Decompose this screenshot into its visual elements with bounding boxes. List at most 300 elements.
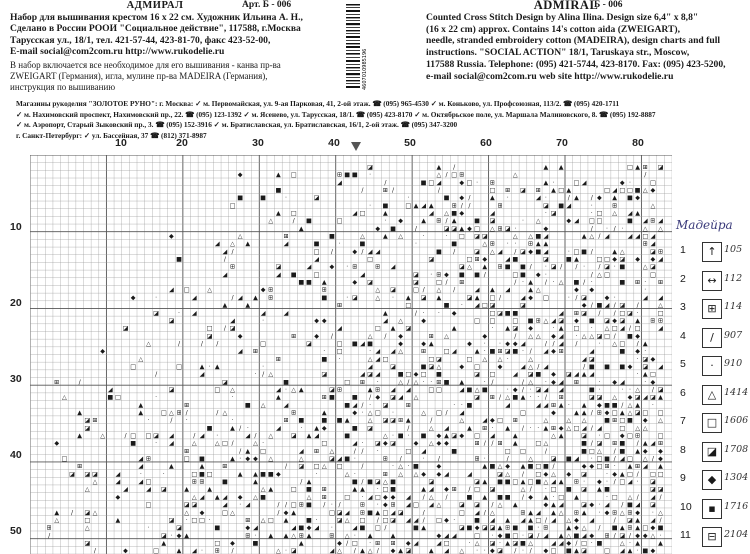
svg-text:◪: ◪ [550, 210, 557, 217]
svg-text:/: / [155, 371, 158, 379]
svg-text:·: · [552, 493, 555, 501]
svg-text:□: □ [466, 179, 473, 187]
svg-text:/: / [575, 539, 578, 547]
svg-text:▲: ▲ [291, 509, 297, 517]
svg-text:◢: ◢ [405, 386, 411, 394]
svg-text:·: · [369, 401, 372, 409]
svg-text:◢: ◢ [367, 248, 373, 256]
svg-text:▲: ▲ [558, 532, 564, 540]
svg-text:□: □ [649, 371, 656, 379]
svg-text:△: △ [558, 509, 564, 517]
svg-text:◢: ◢ [543, 248, 549, 256]
svg-text:·: · [178, 309, 181, 317]
svg-text:·: · [445, 233, 448, 241]
svg-text:▲: ▲ [574, 493, 579, 501]
svg-text:◢: ◢ [574, 371, 579, 379]
svg-text:◆: ◆ [619, 179, 625, 187]
svg-text:◆: ◆ [574, 286, 579, 294]
svg-text:·: · [422, 455, 425, 463]
svg-text:◢: ◢ [352, 401, 358, 409]
svg-text:/: / [437, 455, 440, 463]
svg-text:◆: ◆ [635, 194, 640, 202]
svg-text:/: / [361, 447, 364, 455]
svg-text:□: □ [206, 470, 213, 478]
svg-text:·: · [246, 424, 249, 432]
svg-text:◆: ◆ [459, 210, 465, 217]
column-number: 50 [404, 137, 416, 149]
svg-text:◆: ◆ [597, 401, 602, 409]
svg-text:·: · [376, 447, 379, 455]
svg-text:□: □ [649, 179, 656, 187]
svg-text:⊞: ⊞ [535, 186, 541, 194]
svg-text:■: ■ [512, 309, 519, 317]
svg-text:▲: ▲ [467, 424, 472, 432]
svg-text:⊞: ⊞ [635, 463, 641, 471]
svg-text:◢: ◢ [253, 524, 258, 532]
svg-text:□: □ [313, 248, 320, 256]
svg-text:⊞: ⊞ [352, 263, 358, 271]
svg-text:△: △ [551, 470, 556, 478]
svg-text:▲: ▲ [619, 524, 625, 532]
svg-text:·: · [483, 547, 486, 554]
svg-text:◆: ◆ [597, 194, 602, 202]
svg-text:△: △ [635, 386, 640, 394]
svg-text:·: · [185, 417, 188, 425]
svg-text:◆: ◆ [528, 493, 533, 501]
svg-text:·: · [483, 348, 486, 356]
svg-text:◢: ◢ [558, 332, 564, 340]
svg-text:⊞: ⊞ [627, 509, 633, 517]
svg-text:◪: ◪ [512, 325, 519, 333]
svg-text:◢: ◢ [428, 210, 434, 217]
svg-text:△: △ [658, 417, 663, 425]
svg-text:◢: ◢ [199, 432, 205, 440]
svg-text:□: □ [550, 486, 557, 494]
svg-text:□: □ [382, 486, 389, 494]
legend-number: 5 [680, 358, 686, 370]
svg-text:·: · [361, 440, 364, 448]
svg-text:◪: ◪ [443, 225, 450, 233]
svg-text:·: · [621, 225, 624, 233]
svg-text:△: △ [543, 478, 549, 486]
svg-text:◢: ◢ [658, 217, 663, 225]
svg-text:□: □ [596, 463, 603, 471]
svg-text:◢: ◢ [505, 401, 511, 409]
svg-text:■: ■ [413, 463, 419, 471]
svg-text:/: / [422, 493, 425, 501]
svg-text:◆: ◆ [490, 547, 495, 554]
svg-text:◢: ◢ [627, 478, 633, 486]
svg-text:△: △ [436, 171, 442, 179]
svg-text:◢: ◢ [360, 271, 365, 279]
svg-text:■: ■ [413, 524, 419, 532]
svg-text:◆: ◆ [413, 440, 419, 448]
svg-text:◆: ◆ [490, 417, 495, 425]
svg-text:◆: ◆ [589, 463, 595, 471]
svg-text:□: □ [619, 186, 626, 194]
svg-text:◪: ◪ [290, 432, 297, 440]
svg-text:◆: ◆ [283, 509, 289, 517]
svg-text:△: △ [62, 394, 67, 402]
svg-text:△: △ [490, 225, 495, 233]
svg-text:□: □ [474, 486, 481, 494]
svg-text:▲: ▲ [635, 447, 640, 455]
svg-text:◆: ◆ [329, 263, 335, 271]
svg-text:·: · [598, 509, 601, 517]
svg-text:◆: ◆ [474, 524, 480, 532]
svg-text:□: □ [573, 179, 580, 187]
svg-text:□: □ [374, 493, 381, 501]
shop-line: Магазины рукоделия "ЗОЛОТОЕ РУНО": г. Москва: ✓ м. Первомайская, ул. 9-ая Парковая, 41, 2-ой этаж. ☎ (095) 965-4530 ✓ м. Коньково, ул. Профсоюзная, 113/2. ☎ (095) 420-1711 [16, 99, 620, 108]
svg-text:◆: ◆ [467, 340, 472, 348]
svg-text:◪: ◪ [84, 424, 91, 432]
svg-text:◢: ◢ [375, 248, 381, 256]
svg-text:▲: ▲ [528, 509, 533, 517]
svg-text:■: ■ [244, 401, 251, 409]
svg-text:■: ■ [627, 217, 633, 225]
svg-text:◪: ◪ [428, 478, 435, 486]
svg-text:◆: ◆ [612, 256, 618, 264]
svg-text:⊞: ⊞ [283, 417, 289, 425]
svg-text:◢: ◢ [543, 348, 549, 356]
svg-text:◆: ◆ [467, 225, 472, 233]
svg-text:◪: ◪ [336, 509, 343, 517]
svg-text:/: / [445, 493, 448, 501]
svg-text:⊞: ⊞ [145, 455, 152, 463]
svg-text:◆: ◆ [398, 340, 404, 348]
svg-text:◢: ◢ [367, 493, 373, 501]
svg-text:△: △ [222, 409, 228, 417]
svg-text:▲: ▲ [520, 394, 526, 402]
svg-text:◢: ◢ [360, 371, 365, 379]
svg-text:■: ■ [520, 539, 526, 547]
svg-text:△: △ [321, 463, 327, 471]
svg-text:◢: ◢ [581, 179, 587, 187]
svg-text:⊞: ⊞ [314, 447, 320, 455]
svg-text:◢: ◢ [619, 325, 625, 333]
svg-text:◢: ◢ [405, 501, 411, 509]
svg-text:·: · [613, 463, 616, 471]
svg-text:△: △ [528, 355, 533, 363]
svg-text:△: △ [535, 217, 541, 225]
svg-text:□: □ [367, 256, 374, 264]
svg-text:·: · [430, 271, 433, 279]
right-header-line: e-mail social@com2com.ru web site http://www.rukodelie.ru [426, 70, 674, 82]
svg-text:□: □ [221, 509, 228, 517]
svg-text:/: / [529, 348, 532, 356]
svg-text:△: △ [520, 486, 526, 494]
svg-text:◪: ◪ [336, 516, 343, 524]
note-line: В набор включается все необходимое для его вышивания - канва пр-ва [10, 59, 281, 70]
svg-text:·: · [644, 348, 647, 356]
svg-text:/: / [48, 532, 51, 540]
svg-text:▲: ▲ [528, 279, 533, 287]
thread-code: 1606 [724, 415, 749, 426]
legend-number: 4 [680, 329, 686, 342]
svg-text:·: · [376, 501, 379, 509]
svg-text:/: / [185, 409, 188, 417]
svg-text:/: / [170, 417, 173, 425]
svg-text:◢: ◢ [428, 501, 434, 509]
svg-text:·: · [422, 309, 425, 317]
svg-text:◆: ◆ [497, 363, 503, 371]
svg-text:□: □ [619, 424, 626, 432]
svg-text:◆: ◆ [444, 271, 449, 279]
svg-text:⊞: ⊞ [451, 202, 457, 210]
svg-text:◪: ◪ [351, 294, 358, 302]
svg-text:□: □ [596, 455, 603, 463]
svg-text:□: □ [214, 386, 221, 394]
svg-text:■: ■ [298, 417, 305, 425]
svg-text:▲: ▲ [428, 340, 434, 348]
svg-text:◆: ◆ [551, 378, 556, 386]
svg-text:·: · [628, 539, 631, 547]
svg-text:▲: ▲ [199, 363, 205, 371]
svg-text:■: ■ [130, 440, 137, 448]
svg-text:◪: ◪ [382, 401, 389, 409]
svg-text:□: □ [428, 386, 435, 394]
svg-text:◢: ◢ [619, 455, 625, 463]
svg-text:◆: ◆ [635, 348, 640, 356]
left-header-line: Сделано в России РООИ "Социальное действие", 117588, г.Москва [10, 23, 301, 35]
svg-text:■: ■ [321, 294, 328, 302]
stitch-symbol-icon: ▪ [702, 499, 722, 519]
svg-text:/: / [575, 340, 578, 348]
svg-text:⊞: ⊞ [474, 256, 480, 264]
svg-text:·: · [644, 279, 647, 287]
svg-text:◢: ◢ [650, 240, 656, 248]
svg-text:⊞: ⊞ [382, 186, 388, 194]
svg-text:◪: ◪ [504, 348, 511, 356]
product-title-ru: АДМИРАЛ [126, 0, 184, 11]
svg-text:⊞: ⊞ [428, 332, 434, 340]
svg-text:△: △ [413, 470, 419, 478]
svg-text:■: ■ [581, 440, 588, 448]
svg-text:◢: ◢ [199, 371, 205, 379]
shop-line: ✓ м. Нахимовский проспект, Нахимовский пр., 22. ☎ (095) 123-1392 ✓ м. Ясенево, ул. Тарусская, 18/1. ☎ (095) 423-8170 ✓ м. Октябрьское поле, ул. Маршала Малиновского, 8. ☎ (095) 192-8887 [16, 109, 656, 119]
svg-text:◆: ◆ [337, 539, 342, 547]
svg-text:△: △ [535, 286, 541, 294]
svg-text:·: · [285, 194, 288, 202]
svg-text:▲: ▲ [405, 417, 411, 425]
thread-code: 1304 [724, 472, 749, 483]
svg-text:■: ■ [634, 186, 641, 194]
svg-text:△: △ [92, 509, 98, 517]
svg-text:/: / [613, 478, 616, 486]
svg-text:◆: ◆ [123, 547, 128, 554]
svg-text:□: □ [405, 447, 412, 455]
svg-text:·: · [544, 378, 547, 386]
svg-text:▲: ▲ [245, 447, 251, 455]
svg-text:△: △ [260, 486, 266, 494]
legend-number: 11 [680, 529, 691, 541]
svg-text:⊞: ⊞ [642, 240, 648, 248]
svg-text:/: / [590, 248, 593, 256]
svg-text:▲: ▲ [268, 532, 274, 540]
svg-text:⊞: ⊞ [497, 348, 503, 356]
svg-text:·: · [636, 371, 639, 379]
svg-text:■: ■ [481, 386, 488, 394]
svg-text:■: ■ [535, 371, 542, 379]
svg-text:■: ■ [535, 478, 542, 486]
svg-text:▲: ▲ [474, 348, 480, 356]
svg-text:▲: ▲ [543, 493, 549, 501]
svg-text:◆: ◆ [352, 279, 358, 287]
svg-text:◪: ◪ [474, 394, 481, 402]
svg-text:■: ■ [260, 194, 267, 202]
stitch-symbol-icon: ◪ [702, 442, 722, 462]
svg-text:◢: ◢ [352, 210, 358, 217]
svg-text:▲: ▲ [612, 194, 618, 202]
svg-text:■: ■ [275, 186, 282, 194]
svg-text:▲: ▲ [581, 509, 587, 517]
svg-text:■: ■ [359, 524, 366, 532]
svg-text:·: · [476, 547, 479, 554]
svg-text:◆: ◆ [635, 532, 640, 540]
svg-text:▲: ▲ [543, 424, 549, 432]
svg-text:◪: ◪ [497, 470, 503, 478]
svg-text:/: / [239, 447, 242, 455]
svg-text:·: · [537, 524, 540, 532]
svg-text:◢: ◢ [222, 248, 228, 256]
svg-text:□: □ [604, 432, 610, 440]
svg-text:⊞: ⊞ [489, 179, 495, 187]
svg-text:□: □ [588, 217, 595, 225]
svg-text:·: · [529, 386, 532, 394]
svg-text:◢: ◢ [222, 271, 228, 279]
svg-text:□: □ [153, 547, 160, 554]
svg-text:□: □ [290, 210, 297, 217]
svg-text:▲: ▲ [283, 516, 289, 524]
svg-text:■: ■ [367, 509, 374, 517]
svg-text:◪: ◪ [657, 486, 664, 494]
svg-text:◪: ◪ [642, 363, 649, 371]
svg-text:▲: ▲ [405, 294, 411, 302]
svg-text:▲: ▲ [314, 424, 319, 432]
svg-text:□: □ [405, 302, 412, 310]
svg-text:/: / [384, 524, 387, 532]
svg-text:□: □ [344, 378, 351, 386]
svg-text:◢: ◢ [604, 501, 610, 509]
svg-text:·: · [590, 210, 593, 217]
svg-text:■: ■ [221, 478, 228, 486]
svg-text:·: · [521, 348, 524, 356]
svg-text:·: · [392, 294, 395, 302]
svg-text:·: · [392, 409, 395, 417]
svg-text:◢: ◢ [230, 317, 235, 325]
svg-text:■: ■ [260, 470, 267, 478]
svg-text:▲: ▲ [505, 325, 511, 333]
svg-text:◪: ◪ [92, 470, 98, 478]
svg-text:◪: ◪ [497, 309, 503, 317]
svg-text:▲: ▲ [245, 240, 251, 248]
svg-text:◪: ◪ [596, 332, 603, 340]
left-header-line: Тарусская ул., 18/1, тел. 421-57-44, 423-81-70, факс 423-52-00, [10, 34, 271, 46]
svg-text:▲: ▲ [222, 302, 228, 310]
row-number: 10 [10, 221, 22, 233]
svg-text:/: / [330, 332, 333, 340]
svg-text:◆: ◆ [276, 470, 281, 478]
svg-text:■: ■ [344, 455, 351, 463]
svg-text:■: ■ [657, 524, 664, 532]
svg-text:▲: ▲ [344, 417, 350, 425]
svg-text:⊞: ⊞ [436, 378, 442, 386]
svg-text:/: / [590, 302, 593, 310]
svg-text:◢: ◢ [543, 386, 549, 394]
svg-text:□: □ [458, 509, 465, 517]
svg-text:◆: ◆ [566, 539, 572, 547]
svg-text:◆: ◆ [421, 340, 426, 348]
svg-text:△: △ [528, 233, 533, 241]
svg-text:·: · [139, 470, 142, 478]
svg-text:/: / [583, 279, 586, 287]
svg-text:■: ■ [604, 363, 610, 371]
svg-text:◢: ◢ [642, 217, 648, 225]
svg-text:⊞: ⊞ [505, 186, 511, 194]
svg-text:/: / [200, 340, 204, 348]
svg-text:◪: ◪ [581, 432, 588, 440]
svg-text:◆: ◆ [383, 501, 388, 509]
svg-text:■: ■ [321, 417, 328, 425]
legend-number: 7 [680, 415, 686, 427]
svg-text:△: △ [169, 409, 174, 417]
svg-text:/: / [468, 194, 471, 202]
svg-text:◪: ◪ [649, 486, 656, 494]
svg-text:△: △ [635, 424, 640, 432]
svg-text:◢: ◢ [497, 248, 503, 256]
svg-text:■: ■ [451, 210, 458, 217]
svg-text:/: / [300, 478, 303, 486]
svg-text:■: ■ [351, 394, 358, 402]
svg-text:□: □ [145, 501, 152, 509]
svg-text:▲: ▲ [482, 478, 488, 486]
svg-text:□: □ [290, 501, 297, 509]
thread-code: 1708 [724, 443, 749, 455]
svg-text:·: · [567, 294, 570, 302]
svg-text:◢: ◢ [245, 501, 251, 509]
svg-text:▲: ▲ [558, 163, 564, 171]
svg-text:□: □ [512, 271, 519, 279]
svg-text:△: △ [543, 440, 549, 448]
svg-text:/: / [483, 271, 486, 279]
svg-text:△: △ [589, 332, 595, 340]
svg-text:/: / [445, 279, 448, 287]
svg-text:▲: ▲ [558, 478, 564, 486]
svg-text:/: / [422, 509, 425, 517]
svg-text:■: ■ [627, 194, 633, 202]
svg-text:◆: ◆ [237, 493, 243, 501]
legend-item [680, 526, 750, 548]
svg-text:◪: ◪ [367, 371, 374, 379]
svg-text:◢: ◢ [276, 271, 281, 279]
legend-number: 8 [680, 443, 686, 456]
svg-text:▲: ▲ [383, 233, 388, 241]
svg-text:◪: ◪ [649, 394, 656, 402]
svg-text:■: ■ [596, 539, 603, 547]
svg-text:▲: ▲ [169, 463, 174, 471]
svg-text:▲: ▲ [421, 217, 426, 225]
svg-text:■: ■ [435, 248, 442, 256]
svg-text:/: / [613, 302, 616, 310]
svg-text:/: / [552, 463, 555, 471]
svg-text:◢: ◢ [490, 432, 495, 440]
svg-text:■: ■ [627, 332, 633, 340]
svg-text:□: □ [535, 440, 542, 448]
svg-text:□: □ [512, 478, 519, 486]
svg-text:◆: ◆ [390, 493, 396, 501]
svg-text:/: / [514, 248, 517, 256]
svg-text:◪: ◪ [84, 509, 91, 517]
